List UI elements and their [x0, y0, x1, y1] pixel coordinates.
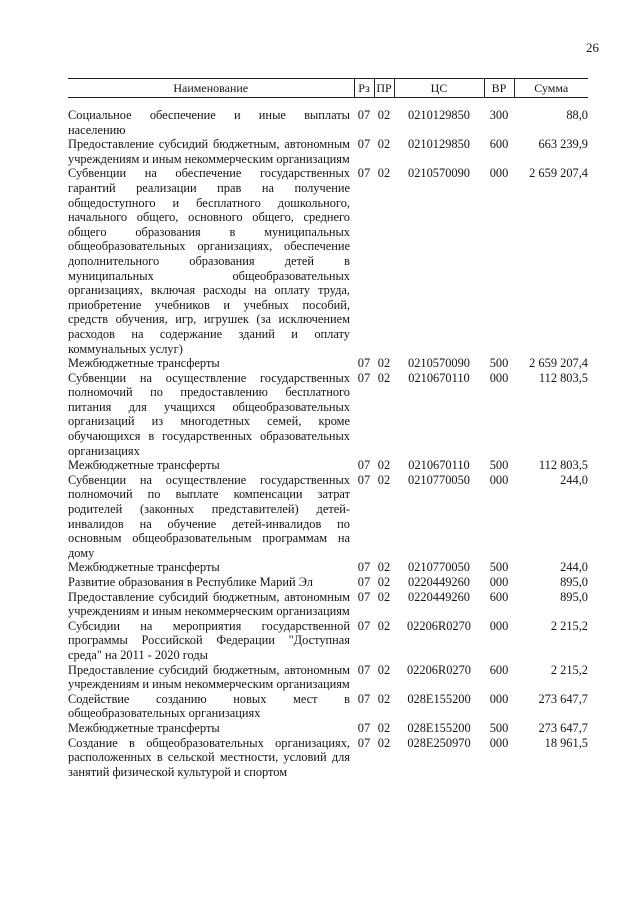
cell-pr: 02	[377, 108, 391, 122]
table-row	[68, 590, 588, 619]
cell-sum: 2 659 207,4	[529, 356, 588, 371]
cell-rz: 07	[357, 458, 371, 473]
cell-sum: 88,0	[566, 108, 588, 122]
cell-rz: 07	[357, 720, 371, 735]
cell-cs: 0210670110	[408, 370, 470, 385]
cell-name: Содействие созданию новых мест в общеобразовательных организациях	[68, 691, 350, 721]
cell-cs: 028E155200	[407, 720, 471, 735]
cell-rz: 07	[357, 166, 371, 181]
cell-sum: 895,0	[560, 589, 588, 604]
cell-pr: 02	[377, 589, 391, 604]
cell-cs: 028E250970	[407, 735, 471, 750]
cell-name: Межбюджетные трансферты	[68, 356, 220, 371]
cell-cs: 0210129850	[408, 137, 470, 152]
cell-vr: 600	[489, 137, 509, 152]
cell-vr: 600	[489, 589, 509, 604]
cell-sum: 112 803,5	[538, 370, 588, 385]
table-row	[68, 371, 588, 459]
cell-vr: 500	[489, 356, 509, 371]
column-header-sum: Сумма	[514, 79, 588, 98]
column-header-pr: ПР	[374, 79, 394, 98]
budget-table	[68, 78, 588, 779]
cell-cs: 0220449260	[408, 589, 470, 604]
cell-vr: 500	[489, 458, 509, 473]
cell-pr: 02	[377, 618, 391, 633]
cell-sum: 2 215,2	[550, 618, 588, 633]
cell-sum: 2 215,2	[550, 662, 588, 677]
cell-pr: 02	[377, 662, 391, 677]
cell-rz: 07	[357, 356, 371, 371]
cell-pr: 02	[377, 137, 391, 152]
cell-cs: 02206R0270	[406, 662, 472, 677]
cell-rz: 07	[357, 662, 371, 677]
cell-cs: 0220449260	[408, 575, 470, 589]
cell-name: Субсидии на мероприятия государственной программы Российской Федерации "Доступная среда" на 2011 - 2020 годы	[68, 618, 350, 662]
cell-sum: 112 803,5	[538, 458, 588, 473]
cell-vr: 500	[489, 560, 509, 575]
cell-vr: 000	[489, 691, 509, 706]
cell-pr: 02	[377, 735, 391, 750]
cell-name: Социальное обеспечение и иные выплаты населению	[68, 108, 350, 137]
table-row	[68, 692, 588, 721]
cell-vr: 000	[489, 370, 509, 385]
cell-cs: 028E155200	[407, 691, 471, 706]
table-row	[68, 575, 588, 590]
table-row	[68, 473, 588, 561]
cell-name: Субвенции на обеспечение государственных гарантий реализации прав на получение общедоступного и бесплатного дошкольного, начального общего, основного общего, среднего общего образования в муниципальных общеобразовательных организациях, обеспечение дополнительного образования детей в муниципальных общеобразовательных организациях, включая расходы на оплату труда, приобретение учебников и учебных пособий, средств обучения, игр, игрушек (за исключением расходов на содержание зданий и оплату коммунальных услуг)	[68, 166, 350, 356]
cell-cs: 0210670110	[408, 458, 470, 473]
cell-name: Предоставление субсидий бюджетным, автономным учреждениям и иным некоммерческим организациям	[68, 589, 350, 619]
table-row	[68, 736, 588, 780]
cell-rz: 07	[357, 589, 371, 604]
cell-sum: 895,0	[560, 575, 588, 589]
cell-pr: 02	[377, 472, 391, 487]
cell-sum: 18 961,5	[544, 735, 588, 750]
cell-name: Межбюджетные трансферты	[68, 458, 220, 473]
column-header-name: Наименование	[68, 79, 354, 98]
page-number: 26	[586, 40, 599, 55]
cell-cs: 0210129850	[408, 108, 470, 122]
cell-rz: 07	[357, 691, 371, 706]
cell-rz: 07	[357, 137, 371, 152]
cell-cs: 0210570090	[408, 166, 470, 181]
cell-vr: 500	[489, 720, 509, 735]
cell-cs: 0210770050	[408, 472, 470, 487]
table-row	[68, 356, 588, 371]
cell-sum: 2 659 207,4	[529, 166, 588, 181]
cell-rz: 07	[357, 575, 371, 589]
cell-pr: 02	[377, 691, 391, 706]
cell-sum: 244,0	[560, 472, 588, 487]
cell-rz: 07	[357, 108, 371, 122]
cell-pr: 02	[377, 720, 391, 735]
table-row	[68, 458, 588, 473]
cell-pr: 02	[377, 370, 391, 385]
cell-cs: 02206R0270	[406, 618, 472, 633]
cell-vr: 600	[489, 662, 509, 677]
cell-pr: 02	[377, 356, 391, 371]
cell-vr: 000	[489, 472, 509, 487]
cell-rz: 07	[357, 560, 371, 575]
cell-pr: 02	[377, 166, 391, 181]
table-row	[68, 98, 588, 138]
cell-sum: 244,0	[560, 560, 588, 575]
cell-name: Создание в общеобразовательных организациях, расположенных в сельской местности, условий для занятий физической культурой и спортом	[68, 735, 350, 779]
cell-cs: 0210570090	[408, 356, 470, 371]
cell-vr: 300	[489, 108, 509, 122]
cell-pr: 02	[377, 575, 391, 589]
table-row	[68, 166, 588, 356]
cell-rz: 07	[357, 370, 371, 385]
cell-vr: 000	[489, 618, 509, 633]
table-row	[68, 619, 588, 663]
cell-name: Субвенции на осуществление государственных полномочий по предоставлению бесплатного питания для учащихся общеобразовательных организаций из многодетных семей, кроме обучающихся в государственных образовательных организациях	[68, 370, 350, 458]
table-row	[68, 721, 588, 736]
cell-name: Предоставление субсидий бюджетным, автономным учреждениям и иным некоммерческим организациям	[68, 662, 350, 692]
cell-rz: 07	[357, 472, 371, 487]
table-body	[68, 98, 588, 780]
table-header-row	[68, 79, 588, 98]
cell-name: Субвенции на осуществление государственных полномочий по выплате компенсации затрат родителей (законных представителей) детей-инвалидов на обучение детей-инвалидов по основным общеобразовательным программам на дому	[68, 472, 350, 560]
column-header-vr: ВР	[484, 79, 514, 98]
cell-vr: 000	[489, 575, 509, 589]
cell-sum: 273 647,7	[538, 691, 588, 706]
cell-rz: 07	[357, 735, 371, 750]
cell-rz: 07	[357, 618, 371, 633]
table-row	[68, 663, 588, 692]
cell-name: Развитие образования в Республике Марий Эл	[68, 575, 313, 589]
cell-cs: 0210770050	[408, 560, 470, 575]
cell-vr: 000	[489, 735, 509, 750]
cell-name: Межбюджетные трансферты	[68, 560, 220, 575]
table-row	[68, 137, 588, 166]
cell-name: Предоставление субсидий бюджетным, автономным учреждениям и иным некоммерческим организациям	[68, 137, 350, 166]
cell-name: Межбюджетные трансферты	[68, 720, 220, 735]
column-header-rz: Рз	[354, 79, 374, 98]
cell-sum: 273 647,7	[538, 720, 588, 735]
table-row	[68, 560, 588, 575]
cell-sum: 663 239,9	[538, 137, 588, 152]
cell-pr: 02	[377, 560, 391, 575]
cell-vr: 000	[489, 166, 509, 181]
column-header-cs: ЦС	[394, 79, 484, 98]
cell-pr: 02	[377, 458, 391, 473]
